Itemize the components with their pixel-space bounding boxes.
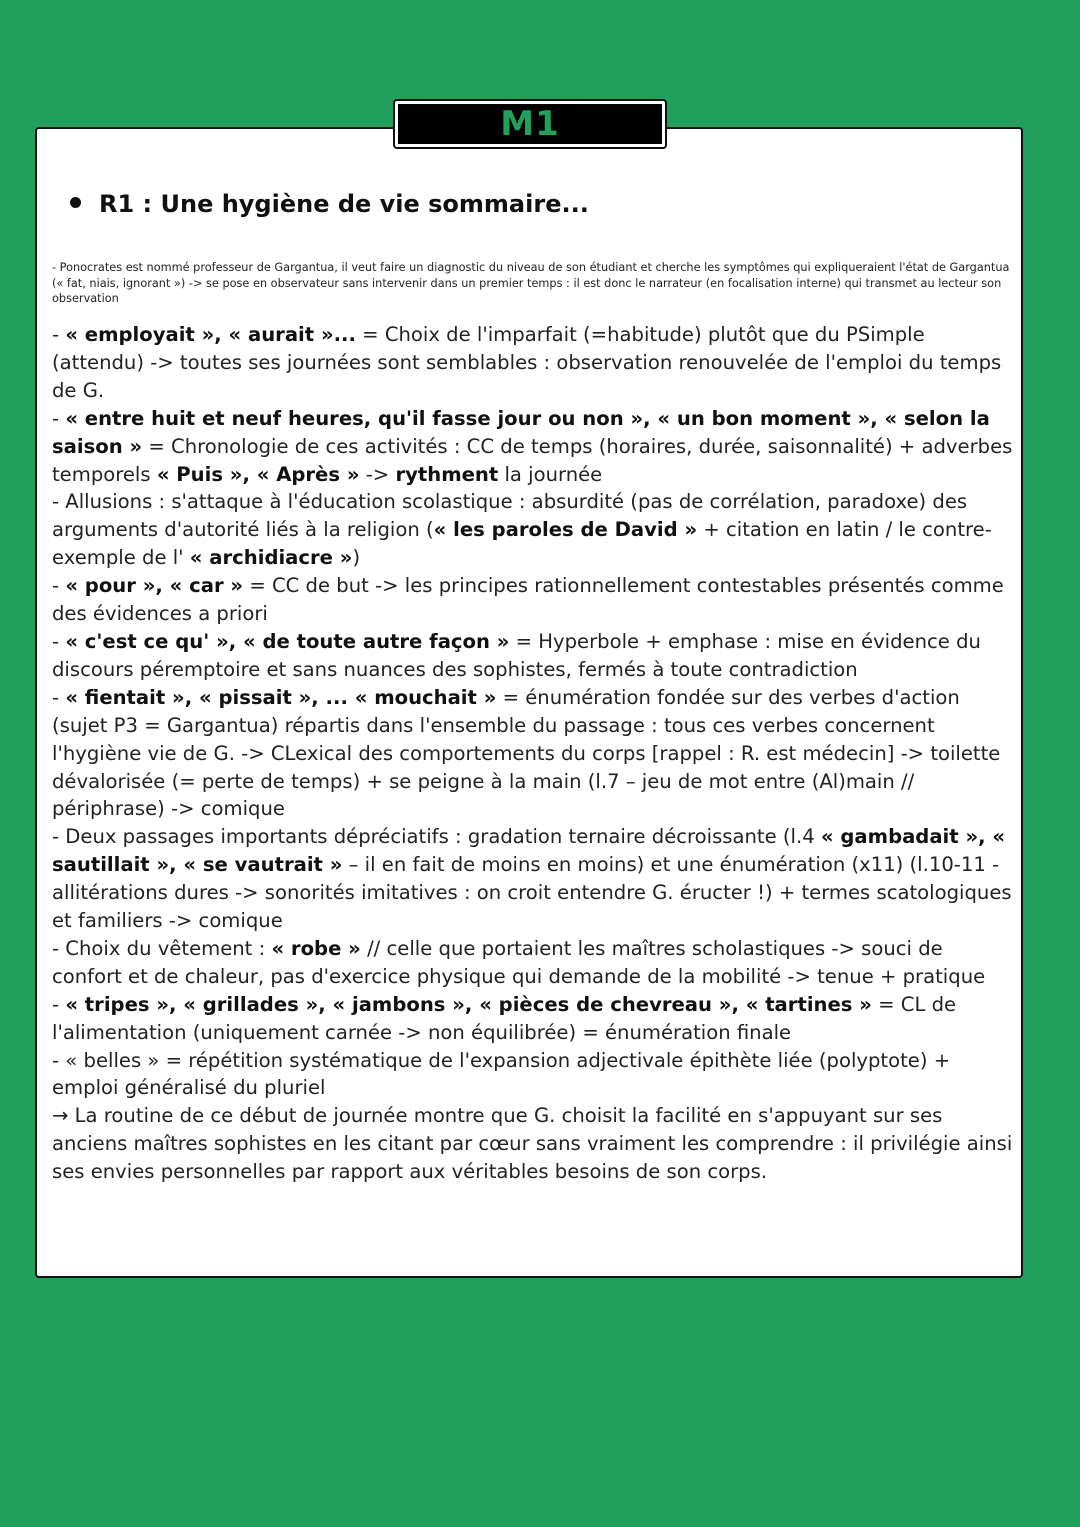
quoted-text: « entre huit et neuf heures, qu'il fasse jour ou non », « un bon moment », « selon la saison » bbox=[52, 406, 990, 458]
point-text: = CL de l'alimentation (uniquement carnée -> non équilibrée) = énumération finale bbox=[52, 992, 957, 1044]
point-text: - Deux passages importants dépréciatifs : gradation ternaire décroissante (l.4 bbox=[52, 825, 821, 849]
quoted-text: rythment bbox=[395, 462, 499, 486]
analysis-point bbox=[52, 823, 1018, 935]
analysis-point bbox=[52, 1047, 1018, 1103]
analysis-point bbox=[52, 488, 1018, 572]
quoted-text: « tripes », « grillades », « jambons », « pièces de chevreau », « tartines » bbox=[65, 992, 872, 1016]
analysis-point bbox=[52, 405, 1018, 489]
point-text: -> bbox=[359, 462, 396, 486]
point-text: - bbox=[52, 992, 66, 1016]
analysis-point bbox=[52, 1102, 1018, 1186]
point-text: - bbox=[52, 323, 66, 346]
point-text: - bbox=[52, 685, 66, 709]
point-text: = Chro bbox=[142, 434, 217, 458]
point-text: → La routine de ce début de journée montre que G. choisit la facilité en s'appuyant sur ses anciens maîtres sophistes en les citant par cœur sans vraiment les comprendre : il privilégie ainsi ses envies personnelles par rapport aux véritables besoins de son corps. bbox=[52, 1104, 1013, 1184]
point-text: - bbox=[52, 406, 66, 430]
quoted-text: « employait », « aurait »... bbox=[65, 323, 356, 346]
analysis-points bbox=[52, 321, 1018, 1186]
point-text: la journée bbox=[498, 462, 603, 486]
point-text: = Hyperbole + emphase : mise en évidence du discours péremptoire et sans nuances des sophistes, fermés à toute contradiction bbox=[52, 629, 981, 681]
point-text: – il en fait de moins en moins) et une énumération (x11) (l.10-11 - allitérations dures -> sonorités imitatives : on croit entendre G. éructer !) + termes scatologiques et familiers -> comique bbox=[52, 853, 1012, 933]
point-text: = Choix de l'imparfait (=habitude) plutôt que du PSimple (attendu) -> toutes ses journées sont semblables : observation renouvelée de l'emploi du temps de G. bbox=[52, 323, 1002, 402]
heading-text: R1 : Une hygiène de vie sommaire... bbox=[99, 190, 589, 218]
analysis-point bbox=[52, 572, 1018, 628]
quoted-text: « Puis », « Après » bbox=[156, 462, 360, 486]
point-text: nologie de ces activités : CC de temps (horaires, durée, saisonnalité) + adverbes temporels bbox=[52, 434, 1013, 486]
intro-paragraph: - Ponocrates est nommé professeur de Gargantua, il veut faire un diagnostic du niveau de son étudiant et cherche les symptômes qui expliqueraient l'état de Gargantua (« fat, niais, ignorant ») -> se pose en observateur sans intervenir dans un premier temps : il est donc le narrateur (en focalisation interne) qui transmet au lecteur son observation bbox=[52, 261, 1010, 305]
analysis-point bbox=[52, 684, 1018, 824]
section-heading bbox=[70, 190, 589, 218]
point-text: = énumération fondée sur des verbes d'action (sujet P3 = Gargantua) répartis dans l'ensemble du passage : tous ces verbes concernent l'hygiène vie de G. -> CLexical des comportements du corps [rappel : R. est médecin] -> toilette dévalorisée (= perte de temps) + se peigne à la main (l.7 – jeu de mot entre (Al)main // périphrase) -> comique bbox=[52, 685, 1001, 821]
quoted-text: « archidiacre » bbox=[189, 546, 353, 570]
quoted-text: « les paroles de David » bbox=[433, 518, 698, 542]
quoted-text: « fientait », « pissait », ... « mouchait » bbox=[65, 685, 497, 709]
point-text: ) bbox=[352, 546, 361, 570]
point-text: - bbox=[52, 574, 66, 598]
point-text: + citation en latin / le contre-exemple de l' bbox=[52, 518, 992, 570]
point-text: - Allusions : s'attaque à l'éducation scolastique : absurdité (pas de corrélation, paradoxe) des arguments d'autorité liés à la religion ( bbox=[52, 490, 968, 542]
analysis-point bbox=[52, 935, 1018, 991]
bullet-icon bbox=[70, 197, 81, 208]
quoted-text: « c'est ce qu' », « de toute autre façon » bbox=[65, 629, 510, 653]
quoted-text: « gambadait », « sautillait », « se vautrait » bbox=[52, 825, 1006, 877]
point-text: - « belles » = répétition systématique de l'expansion adjectivale épithète liée (polyptote) + emploi généralisé du pluriel bbox=[52, 1048, 951, 1100]
quoted-text: « pour », « car » bbox=[65, 574, 244, 598]
analysis-point bbox=[52, 991, 1018, 1047]
point-text: - bbox=[52, 629, 66, 653]
section-tab: M1 bbox=[395, 101, 665, 147]
analysis-point bbox=[52, 321, 1018, 405]
point-text: - Choix du vêtement : bbox=[52, 936, 272, 960]
quoted-text: « robe » bbox=[271, 936, 361, 960]
analysis-point bbox=[52, 628, 1018, 684]
point-text: = CC de but -> les principes rationnellement contestables présentés comme des évidences a priori bbox=[52, 574, 1004, 626]
point-text: // celle que portaient les maîtres scholastiques -> souci de confort et de chaleur, pas d'exercice physique qui demande de la mobilité -> tenue + pratique bbox=[52, 936, 986, 988]
